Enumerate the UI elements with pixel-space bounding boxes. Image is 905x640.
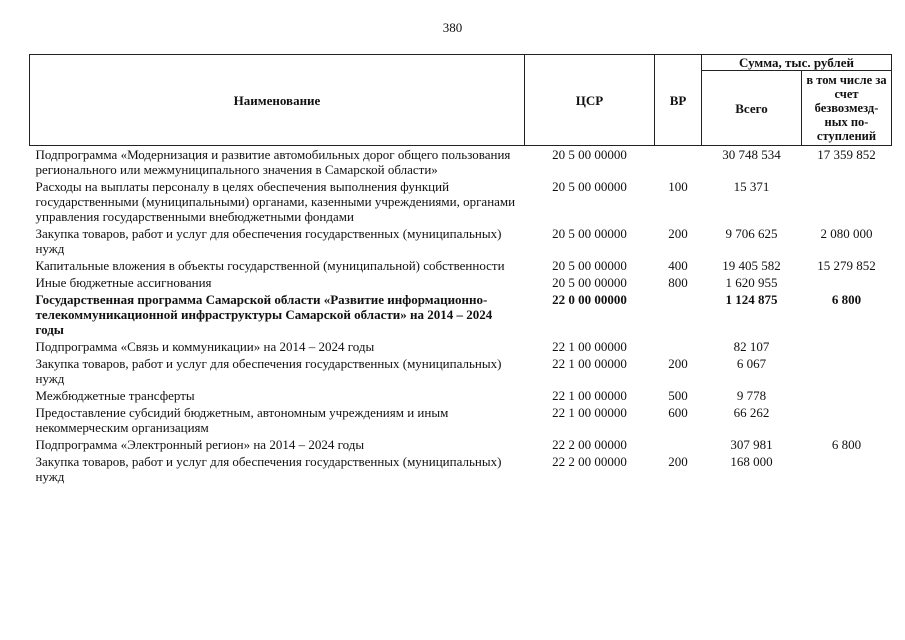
table-row — [30, 339, 892, 356]
header-sum-group: Сумма, тыс. рублей — [702, 55, 892, 71]
row-vr — [655, 437, 702, 454]
row-name: Капитальные вложения в объекты государственной (муниципальной) собственности — [35, 258, 505, 273]
row-vr: 100 — [668, 179, 688, 194]
row-total: 6 067 — [736, 356, 767, 371]
table-row — [30, 405, 892, 437]
row-free — [802, 179, 892, 226]
row-csr: 22 1 00 00000 — [552, 339, 627, 354]
table-row — [30, 356, 892, 388]
row-csr: 20 5 00 00000 — [552, 147, 627, 162]
table-row — [30, 454, 892, 486]
table-row — [30, 292, 892, 339]
table-row — [30, 226, 892, 258]
row-name: Подпрограмма «Электронный регион» на 2014 – 2024 годы — [35, 437, 365, 452]
header-free: в том числе за счет безвозмезд-ных по-ступлений — [802, 71, 892, 146]
table-row — [30, 258, 892, 275]
row-vr: 400 — [668, 258, 688, 273]
row-csr: 20 5 00 00000 — [552, 226, 627, 241]
table-row — [30, 437, 892, 454]
row-free: 6 800 — [831, 292, 862, 307]
row-total: 307 981 — [730, 437, 773, 452]
table-row — [30, 275, 892, 292]
row-free: 2 080 000 — [820, 226, 873, 241]
table-row — [30, 146, 892, 180]
row-name: Закупка товаров, работ и услуг для обеспечения государственных (муниципальных) нужд — [35, 226, 502, 256]
row-name: Межбюджетные трансферты — [35, 388, 195, 403]
page-number: 380 — [442, 20, 463, 35]
header-name: Наименование — [30, 55, 525, 146]
table-header — [30, 55, 892, 146]
row-csr: 22 1 00 00000 — [552, 388, 627, 403]
row-total: 19 405 582 — [722, 258, 781, 273]
row-name: Иные бюджетные ассигнования — [35, 275, 212, 290]
table-body — [30, 146, 892, 487]
header-csr: ЦСР — [525, 55, 655, 146]
row-name: Предоставление субсидий бюджетным, автономным учреждениям и иным некоммерческим организациям — [35, 405, 449, 435]
row-name: Подпрограмма «Модернизация и развитие автомобильных дорог общего пользования регионального или межмуниципального значения в Самарской области» — [35, 147, 511, 177]
table-row — [30, 388, 892, 405]
row-free — [802, 275, 892, 292]
row-free: 6 800 — [831, 437, 862, 452]
row-csr: 22 1 00 00000 — [552, 405, 627, 420]
row-name: Закупка товаров, работ и услуг для обеспечения государственных (муниципальных) нужд — [35, 454, 502, 484]
table-row — [30, 179, 892, 226]
row-vr — [655, 339, 702, 356]
row-csr: 20 5 00 00000 — [552, 275, 627, 290]
row-free — [802, 454, 892, 486]
row-free: 15 279 852 — [817, 258, 876, 273]
row-csr: 20 5 00 00000 — [552, 258, 627, 273]
row-free — [802, 405, 892, 437]
row-total: 66 262 — [733, 405, 770, 420]
row-free — [802, 388, 892, 405]
row-total: 1 620 955 — [725, 275, 778, 290]
row-total: 15 371 — [733, 179, 770, 194]
row-csr: 22 2 00 00000 — [552, 454, 627, 469]
header-vr: ВР — [655, 55, 702, 146]
row-name: Расходы на выплаты персоналу в целях обеспечения выполнения функций государственными (муниципальными) органами, казенными учреждениями, органами управления государственными внебюджетными фондами — [35, 179, 516, 224]
row-csr: 22 1 00 00000 — [552, 356, 627, 371]
row-vr — [655, 292, 702, 339]
row-total: 9 706 625 — [725, 226, 778, 241]
row-free — [802, 339, 892, 356]
row-vr: 600 — [668, 405, 688, 420]
row-free: 17 359 852 — [817, 147, 876, 162]
row-vr: 800 — [668, 275, 688, 290]
row-total: 82 107 — [733, 339, 770, 354]
row-name: Государственная программа Самарской области «Развитие информационно-телекоммуникационной инфраструктуры Самарской области» на 2014 – 2024 годы — [35, 292, 493, 337]
row-name: Закупка товаров, работ и услуг для обеспечения государственных (муниципальных) нужд — [35, 356, 502, 386]
row-vr: 200 — [668, 454, 688, 469]
row-total: 30 748 534 — [722, 147, 781, 162]
row-total: 9 778 — [736, 388, 767, 403]
row-csr: 22 0 00 00000 — [552, 292, 627, 307]
row-name: Подпрограмма «Связь и коммуникации» на 2014 – 2024 годы — [35, 339, 375, 354]
header-total: Всего — [702, 71, 802, 146]
budget-table — [29, 54, 892, 486]
row-vr: 500 — [668, 388, 688, 403]
row-total: 1 124 875 — [725, 292, 778, 307]
row-free — [802, 356, 892, 388]
row-vr: 200 — [668, 226, 688, 241]
row-vr — [655, 146, 702, 180]
row-csr: 22 2 00 00000 — [552, 437, 627, 452]
row-total: 168 000 — [730, 454, 773, 469]
row-vr: 200 — [668, 356, 688, 371]
row-csr: 20 5 00 00000 — [552, 179, 627, 194]
